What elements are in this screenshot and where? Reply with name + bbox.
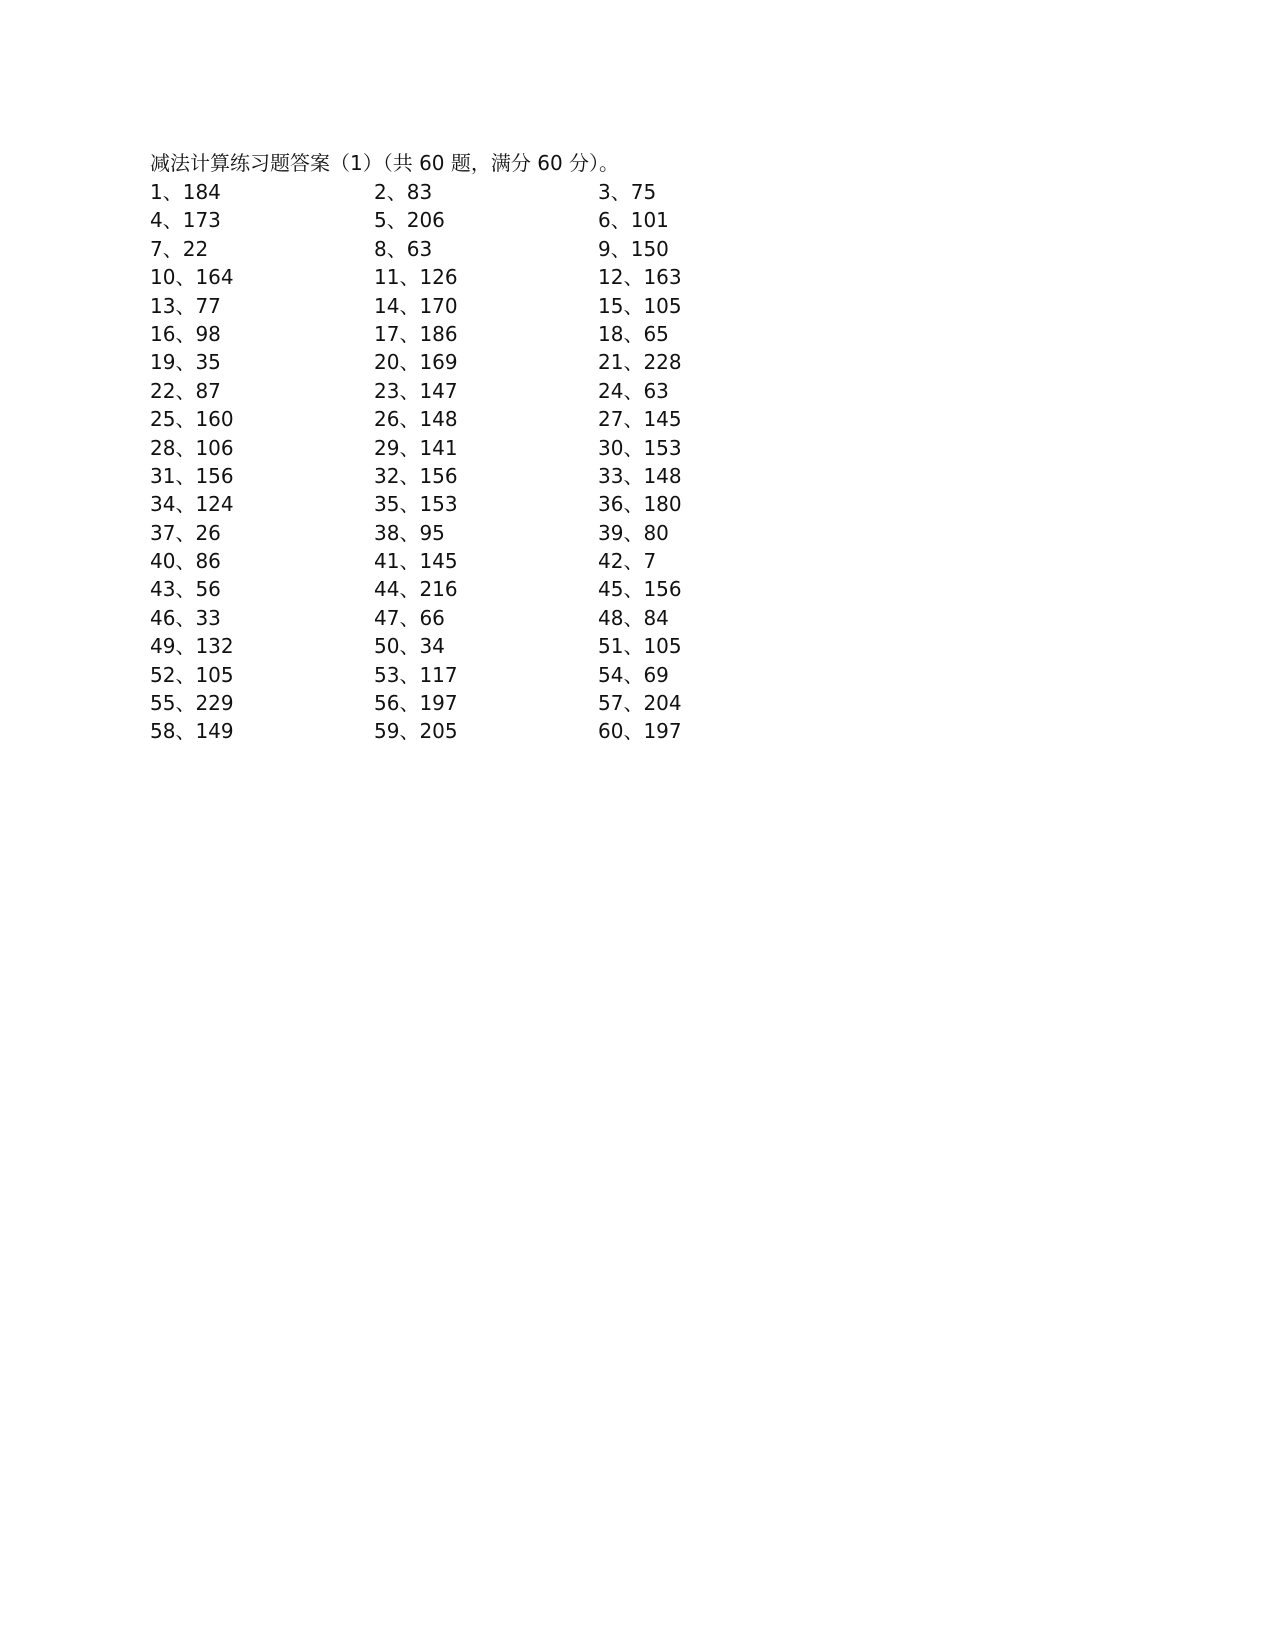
answer-item: 51、105 bbox=[598, 634, 682, 659]
answer-item: 19、35 bbox=[150, 350, 221, 375]
answer-item: 42、7 bbox=[598, 549, 657, 574]
document-title: 减法计算练习题答案（1）（共 60 题，满分 60 分）。 bbox=[150, 151, 620, 175]
answer-item: 16、98 bbox=[150, 321, 221, 346]
answer-item: 33、148 bbox=[598, 463, 682, 488]
answer-item: 40、86 bbox=[150, 549, 221, 574]
answer-item: 15、105 bbox=[598, 293, 682, 318]
answer-item: 41、145 bbox=[374, 549, 458, 574]
answer-item: 13、77 bbox=[150, 293, 221, 318]
answer-item: 23、147 bbox=[374, 378, 458, 403]
answer-item: 18、65 bbox=[598, 321, 669, 346]
answer-item: 53、117 bbox=[374, 662, 458, 687]
answer-item: 47、66 bbox=[374, 605, 445, 630]
answer-item: 57、204 bbox=[598, 691, 682, 716]
answer-item: 26、148 bbox=[374, 407, 458, 432]
answer-item: 1、184 bbox=[150, 180, 221, 204]
answer-item: 2、83 bbox=[374, 180, 433, 204]
answer-item: 49、132 bbox=[150, 634, 234, 659]
answer-item: 11、126 bbox=[374, 265, 458, 290]
answer-item: 35、153 bbox=[374, 492, 458, 517]
answer-item: 39、80 bbox=[598, 520, 669, 545]
answer-item: 10、164 bbox=[150, 265, 234, 290]
answer-item: 32、156 bbox=[374, 463, 458, 488]
answer-item: 54、69 bbox=[598, 662, 669, 687]
answer-item: 8、63 bbox=[374, 236, 433, 261]
answer-item: 4、173 bbox=[150, 208, 221, 233]
answer-item: 29、141 bbox=[374, 435, 458, 460]
answer-item: 44、216 bbox=[374, 577, 458, 602]
answer-item: 46、33 bbox=[150, 605, 221, 630]
answer-item: 37、26 bbox=[150, 520, 221, 545]
answer-item: 55、229 bbox=[150, 691, 234, 716]
answer-item: 45、156 bbox=[598, 577, 682, 602]
answer-item: 34、124 bbox=[150, 492, 234, 517]
answer-item: 59、205 bbox=[374, 719, 458, 744]
answer-item: 48、84 bbox=[598, 605, 669, 630]
answer-item: 43、56 bbox=[150, 577, 221, 602]
answer-item: 60、197 bbox=[598, 719, 682, 744]
answer-item: 6、101 bbox=[598, 208, 669, 233]
answer-item: 17、186 bbox=[374, 321, 458, 346]
answer-item: 14、170 bbox=[374, 293, 458, 318]
answer-item: 36、180 bbox=[598, 492, 682, 517]
answer-item: 3、75 bbox=[598, 180, 657, 204]
answer-item: 52、105 bbox=[150, 662, 234, 687]
answer-item: 21、228 bbox=[598, 350, 682, 375]
answer-item: 58、149 bbox=[150, 719, 234, 744]
answer-item: 27、145 bbox=[598, 407, 682, 432]
answer-item: 12、163 bbox=[598, 265, 682, 290]
answer-item: 38、95 bbox=[374, 520, 445, 545]
answer-item: 50、34 bbox=[374, 634, 445, 659]
answer-item: 9、150 bbox=[598, 236, 669, 261]
answer-item: 25、160 bbox=[150, 407, 234, 432]
answer-item: 28、106 bbox=[150, 435, 234, 460]
answer-item: 30、153 bbox=[598, 435, 682, 460]
answer-item: 5、206 bbox=[374, 208, 445, 233]
answer-item: 56、197 bbox=[374, 691, 458, 716]
answer-item: 31、156 bbox=[150, 463, 234, 488]
answer-item: 20、169 bbox=[374, 350, 458, 375]
answer-item: 22、87 bbox=[150, 378, 221, 403]
answer-grid bbox=[150, 178, 822, 746]
answer-item: 24、63 bbox=[598, 378, 669, 403]
answer-item: 7、22 bbox=[150, 236, 209, 261]
